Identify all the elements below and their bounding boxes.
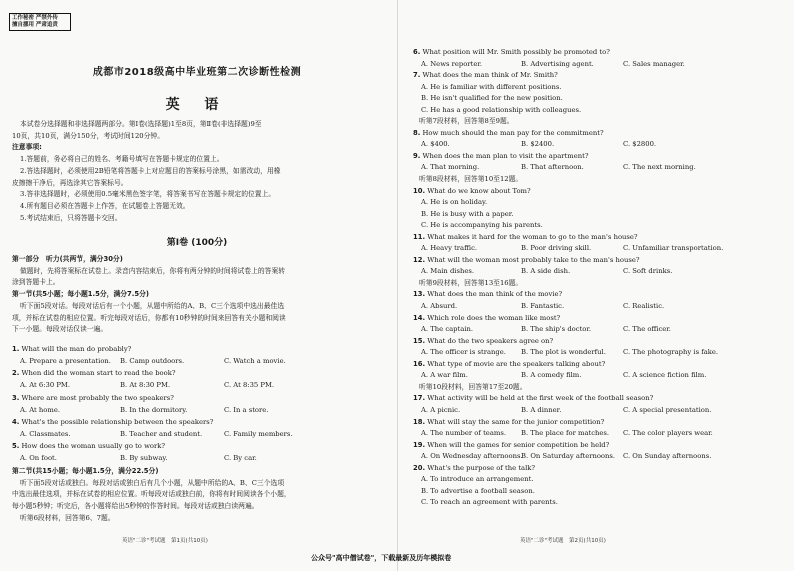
question-3 xyxy=(12,392,382,416)
question-12 xyxy=(413,255,783,290)
notes-title: 注意事项: xyxy=(12,143,42,152)
option-b: B. A side dish. xyxy=(521,267,571,276)
option-a: A. Classmates. xyxy=(20,430,71,439)
option-c: C. A science fiction film. xyxy=(623,371,707,380)
question-text: What will the woman most probably take to the man's house? xyxy=(427,255,640,264)
question-number: 14. xyxy=(413,313,426,322)
intro-block xyxy=(12,119,382,224)
question-number: 17. xyxy=(413,394,426,403)
option-b: B. At 8:30 PM. xyxy=(120,381,171,390)
subject-title: 英 语 xyxy=(165,97,229,113)
question-text: What type of movie are the speakers talking about? xyxy=(427,359,606,368)
question-7 xyxy=(413,70,783,128)
question-2 xyxy=(12,367,382,391)
question-text: When did the woman start to read the book? xyxy=(21,369,176,378)
question-number: 20. xyxy=(413,463,426,472)
section1-title: 第一部分 听力(共两节，满分30分) xyxy=(12,255,123,263)
question-number: 8. xyxy=(413,128,421,137)
instruction-line: 中选出最佳选项，并标在试卷的相应位置。听每段对话或独白前，你将有时间阅读各个小题， xyxy=(12,490,291,499)
option-a: A. Absurd. xyxy=(421,302,458,311)
question-text: How much should the man pay for the commitment? xyxy=(422,128,604,137)
confidential-stamp xyxy=(9,13,71,31)
option-c: C. The officer. xyxy=(623,325,671,334)
question-number: 15. xyxy=(413,336,426,345)
exam-title: 成都市2018级高中毕业班第二次诊断性检测 xyxy=(92,67,302,78)
question-text: What will stay the same for the junior competition? xyxy=(427,417,605,426)
question-number: 2. xyxy=(12,369,20,378)
material-note: 听第9段材料，回答第13至16题。 xyxy=(419,278,523,287)
question-6 xyxy=(413,47,783,70)
question-text: What activity will be held at the first week of the football season? xyxy=(427,394,654,403)
option-c: C. He is accompanying his parents. xyxy=(421,221,543,230)
question-text: When will the games for senior competition be held? xyxy=(427,440,610,449)
question-number: 10. xyxy=(413,186,426,195)
option-a: A. News reporter. xyxy=(421,59,483,68)
question-text: What position will Mr. Smith possibly be promoted to? xyxy=(422,48,610,56)
question-number: 7. xyxy=(413,71,421,80)
instruction-line: 听第6段材料，回答第6、7题。 xyxy=(20,513,115,522)
question-text: What's the purpose of the talk? xyxy=(427,463,536,472)
section1-block xyxy=(12,254,382,336)
note-line: 皮擦擦干净后，再选涂其它答案标号。 xyxy=(12,178,128,187)
question-11 xyxy=(413,232,783,255)
question-number: 13. xyxy=(413,290,426,299)
option-b: B. A comedy film. xyxy=(521,371,582,380)
note-line: 3.答非选择题时，必须使用0.5毫米黑色签字笔，将答案书写在答题卡规定的位置上。 xyxy=(20,190,276,199)
option-c: C. Unfamiliar transportation. xyxy=(623,244,724,253)
option-a: A. That morning. xyxy=(421,163,480,172)
option-c: C. Soft drinks. xyxy=(623,267,673,276)
question-text: When does the man plan to visit the apartment? xyxy=(422,151,589,160)
intro-line: 10页，共10页，满分150分，考试时间120分钟。 xyxy=(12,131,164,140)
instruction-line: 涂到答题卡上。 xyxy=(12,278,60,287)
option-a: A. He is on holiday. xyxy=(421,198,488,207)
option-c: C. A special presentation. xyxy=(623,405,712,414)
option-a: A. The officer is strange. xyxy=(421,348,506,357)
option-c: C. Watch a movie. xyxy=(224,357,286,366)
option-c: C. Realistic. xyxy=(623,302,665,311)
question-16 xyxy=(413,359,783,394)
note-line: 2.答选择题时，必须使用2B铅笔将答题卡上对应题目的答案标号涂黑，如需改动，用橡 xyxy=(20,166,281,175)
material-note: 听第8段材料，回答第10至12题。 xyxy=(419,175,523,184)
question-20 xyxy=(413,463,783,509)
question-number: 4. xyxy=(12,417,20,426)
material-note: 听第7段材料，回答第8至9题。 xyxy=(419,117,514,126)
question-text: What makes it hard for the woman to go to the man's house? xyxy=(427,232,638,241)
question-number: 6. xyxy=(413,48,421,56)
question-number: 1. xyxy=(12,345,20,353)
option-c: C. The next morning. xyxy=(623,163,696,172)
question-18 xyxy=(413,417,783,440)
question-text: Where are most probably the two speakers? xyxy=(21,393,174,402)
question-1 xyxy=(12,343,382,367)
option-b: B. The place for matches. xyxy=(521,429,610,438)
option-c: C. The photography is fake. xyxy=(623,348,719,357)
option-a: A. $400. xyxy=(421,140,450,149)
option-c: C. By car. xyxy=(224,454,257,463)
instruction-line: 做题时，先将答案标在试卷上。录音内容结束后，你将有两分钟的时间将试卷上的答案转 xyxy=(20,266,286,275)
option-c: C. $2800. xyxy=(623,140,657,149)
option-b: B. A dinner. xyxy=(521,405,562,414)
question-number: 18. xyxy=(413,417,426,426)
note-line: 5.考试结束后，只将答题卡交回。 xyxy=(20,213,122,222)
option-a: A. A picnic. xyxy=(421,405,461,414)
option-a: A. Prepare a presentation. xyxy=(20,357,111,366)
left-questions xyxy=(12,343,382,465)
question-8 xyxy=(413,128,783,151)
option-a: A. At home. xyxy=(20,405,61,414)
question-10 xyxy=(413,186,783,232)
option-b: B. Teacher and student. xyxy=(120,430,203,439)
sec1-part1-title: 第一节(共5小题；每小题1.5分，满分7.5分) xyxy=(12,290,149,299)
instruction-line: 听下面5段对话。每段对话后有一个小题，从题中所给的A、B、C三个选项中选出最佳选 xyxy=(20,301,285,310)
question-number: 9. xyxy=(413,151,421,160)
option-b: B. Camp outdoors. xyxy=(120,357,185,366)
page-fold-divider xyxy=(397,0,398,571)
instruction-line: 下一小题。每段对话仅读一遍。 xyxy=(12,325,108,334)
option-a: A. The captain. xyxy=(421,325,474,334)
option-c: C. To reach an agreement with parents. xyxy=(421,498,558,507)
option-b: B. He is busy with a paper. xyxy=(421,209,514,218)
page-footer-right: 英语"二诊"考试题 第2页(共10页) xyxy=(520,538,606,544)
question-text: How does the woman usually go to work? xyxy=(21,442,165,451)
option-a: A. Heavy traffic. xyxy=(421,244,478,253)
option-a: A. The number of teams. xyxy=(421,429,506,438)
instruction-line: 每小题5秒钟；听完后，各小题将给出5秒钟的作答时间。每段对话或独白读两遍。 xyxy=(12,502,259,511)
instruction-line: 听下面5段对话或独白。每段对话或独白后有几个小题，从题中所给的A、B、C三个选项 xyxy=(20,478,285,487)
question-text: What does the man think of Mr. Smith? xyxy=(422,71,558,80)
option-a: A. He is familiar with different positions. xyxy=(421,82,562,91)
sec1-part2-block xyxy=(12,466,382,525)
instruction-line: 项，并标在试卷的相应位置。听完每段对话后，你都有10秒钟的时间来回答有关小题和阅读 xyxy=(12,313,286,322)
sec1-part2-title: 第二节(共15小题；每小题1.5分，满分22.5分) xyxy=(12,467,159,475)
question-number: 5. xyxy=(12,442,20,451)
option-b: B. Fantastic. xyxy=(521,302,565,311)
part1-title: 第Ⅰ卷 (100分) xyxy=(166,238,228,248)
option-b: B. Poor driving skill. xyxy=(521,244,592,253)
option-b: B. To advertise a football season. xyxy=(421,486,535,495)
option-a: A. At 6:30 PM. xyxy=(20,381,71,390)
option-b: B. That afternoon. xyxy=(521,163,584,172)
question-4 xyxy=(12,416,382,440)
option-b: B. The plot is wonderful. xyxy=(521,348,606,357)
option-b: B. In the dormitory. xyxy=(120,405,188,414)
question-number: 11. xyxy=(413,232,426,241)
option-b: B. The ship's doctor. xyxy=(521,325,592,334)
question-text: What does the man think of the movie? xyxy=(427,290,563,299)
question-number: 19. xyxy=(413,440,426,449)
question-15 xyxy=(413,336,783,359)
option-a: A. To introduce an arrangement. xyxy=(421,475,534,484)
material-note: 听第10段材料，回答第17至20题。 xyxy=(419,382,527,391)
question-text: What do we know about Tom? xyxy=(427,186,531,195)
note-line: 4.所有题目必须在答题卡上作答，在试题卷上答题无效。 xyxy=(20,201,190,210)
question-text: What do the two speakers agree on? xyxy=(427,336,554,345)
option-a: A. Main dishes. xyxy=(421,267,475,276)
question-13 xyxy=(413,289,783,312)
option-c: C. Family members. xyxy=(224,430,293,439)
question-9 xyxy=(413,151,783,186)
option-a: A. A war film. xyxy=(421,371,468,380)
option-a: A. On Wednesday afternoons. xyxy=(421,452,523,461)
right-page xyxy=(413,47,783,509)
question-number: 16. xyxy=(413,359,426,368)
note-line: 1.答题前，务必将自己的姓名、考籍号填写在答题卡规定的位置上。 xyxy=(20,155,224,164)
question-text: What's the possible relationship between the speakers? xyxy=(21,417,214,426)
intro-line: 本试卷分选择题和非选择题两部分。第Ⅰ卷(选择题)1至8页，第Ⅱ卷(非选择题)9至 xyxy=(20,120,262,128)
stamp-line-2: 擅自挪用 严肃追责 xyxy=(12,22,58,28)
option-c: C. On Sunday afternoons. xyxy=(623,452,712,461)
question-number: 12. xyxy=(413,255,426,264)
question-text: What will the man do probably? xyxy=(21,345,132,353)
option-c: C. At 8:35 PM. xyxy=(224,381,275,390)
option-b: B. He isn't qualified for the new position. xyxy=(421,94,563,103)
option-b: B. On Saturday afternoons. xyxy=(521,452,616,461)
option-c: C. Sales manager. xyxy=(623,59,685,68)
question-5 xyxy=(12,440,382,464)
option-c: C. The color players wear. xyxy=(623,429,713,438)
option-b: B. Advertising agent. xyxy=(521,59,594,68)
option-a: A. On foot. xyxy=(20,454,57,463)
stamp-line-1: 工作秘密 严禁外传 xyxy=(12,15,58,21)
watermark-text: 公众号"高中僧试卷"，下载最新及历年模拟卷 xyxy=(311,554,452,562)
question-text: Which role does the woman like most? xyxy=(427,313,561,322)
option-b: B. By subway. xyxy=(120,454,168,463)
question-17 xyxy=(413,393,783,416)
option-c: C. In a store. xyxy=(224,405,269,414)
question-14 xyxy=(413,313,783,336)
question-19 xyxy=(413,440,783,463)
option-b: B. $2400. xyxy=(521,140,555,149)
page-footer-left: 英语"二诊"考试题 第1页(共10页) xyxy=(122,538,208,544)
option-c: C. He has a good relationship with colleagues. xyxy=(421,105,582,114)
question-number: 3. xyxy=(12,393,20,402)
